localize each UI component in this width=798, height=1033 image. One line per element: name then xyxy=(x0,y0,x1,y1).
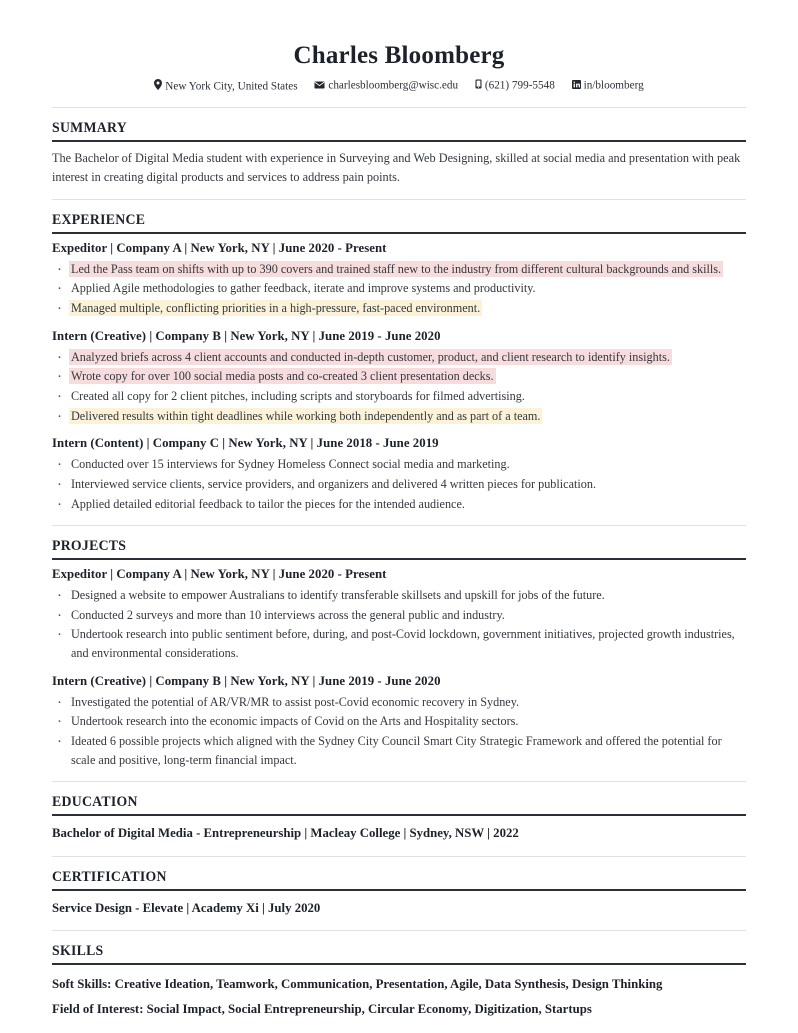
experience-entry-title: Intern (Creative) | Company B | New York, NY | June 2019 - June 2020 xyxy=(52,328,441,343)
bullet-item xyxy=(52,712,746,731)
bullet-item xyxy=(52,279,746,298)
contact-line xyxy=(52,79,746,93)
experience-entry-bullets xyxy=(52,455,746,513)
summary-divider xyxy=(52,199,746,200)
section-projects xyxy=(52,538,746,769)
contact-location-text: New York City, United States xyxy=(165,79,298,92)
skills-line: Field of Interest: Social Impact, Social Entrepreneurship, Circular Economy, Digitization, Startups xyxy=(52,1002,592,1017)
bullet-text: Led the Pass team on shifts with up to 390 covers and trained staff new to the industry from different cultural backgrounds and skills. xyxy=(71,261,722,276)
candidate-name: Charles Bloomberg xyxy=(293,42,505,69)
bullet-text: Interviewed service clients, service providers, and organizers and delivered 4 written pieces for publication. xyxy=(71,476,596,491)
mobile-phone-icon xyxy=(475,79,482,92)
contact-linkedin-text: in/bloomberg xyxy=(583,79,644,92)
bullet-text: Ideated 6 possible projects which aligned with the Sydney City Council Smart City Strategic Framework and offered the potential for scale and positive, long-term financial impact. xyxy=(71,734,722,767)
bullet-item xyxy=(52,693,746,712)
skills-line: Soft Skills: Creative Ideation, Teamwork, Communication, Presentation, Agile, Data Synthesis, Design Thinking xyxy=(52,977,663,992)
envelope-icon xyxy=(314,80,325,92)
header-divider xyxy=(52,107,746,108)
section-rule-skills xyxy=(52,963,746,965)
section-rule-experience xyxy=(52,232,746,234)
section-title-experience: EXPERIENCE xyxy=(52,211,146,228)
projects-divider xyxy=(52,781,746,782)
projects-entry-bullets xyxy=(52,693,746,770)
section-rule-certification xyxy=(52,889,746,891)
bullet-item xyxy=(52,586,746,605)
bullet-text: Investigated the potential of AR/VR/MR to assist post-Covid economic recovery in Sydney. xyxy=(71,694,520,709)
resume-header xyxy=(52,42,746,93)
section-title-summary: SUMMARY xyxy=(52,119,127,136)
linkedin-icon xyxy=(572,80,581,92)
contact-email[interactable] xyxy=(314,79,458,92)
section-title-projects: PROJECTS xyxy=(52,538,127,555)
bullet-text: Wrote copy for over 100 social media posts and co-created 3 client presentation decks. xyxy=(71,369,494,384)
section-title-skills: SKILLS xyxy=(52,943,104,960)
bullet-item xyxy=(52,455,746,474)
certification-divider xyxy=(52,930,746,931)
bullet-item xyxy=(52,260,746,279)
section-rule-projects xyxy=(52,558,746,560)
projects-entry-bullets xyxy=(52,586,746,663)
bullet-text: Conducted 2 surveys and more than 10 interviews across the general public and industry. xyxy=(71,607,505,622)
bullet-text: Undertook research into the economic impacts of Covid on the Arts and Hospitality sectors. xyxy=(71,714,519,729)
experience-entry-bullets xyxy=(52,260,746,318)
bullet-text: Designed a website to empower Australians to identify transferable skillsets and upskill for jobs of the future. xyxy=(71,588,605,603)
bullet-item xyxy=(52,475,746,494)
bullet-item xyxy=(52,625,746,662)
bullet-text: Applied Agile methodologies to gather feedback, iterate and improve systems and productivity. xyxy=(71,281,536,296)
bullet-item xyxy=(52,732,746,769)
experience-entry-bullets xyxy=(52,348,746,426)
experience-entry-title: Intern (Content) | Company C | New York, NY | June 2018 - June 2019 xyxy=(52,436,439,451)
bullet-item xyxy=(52,606,746,625)
experience-entries xyxy=(52,241,746,514)
bullet-text: Created all copy for 2 client pitches, including scripts and storyboards for filmed advertising. xyxy=(71,388,525,403)
summary-text: The Bachelor of Digital Media student with experience in Surveying and Web Designing, skilled at social media and presentation with peak interest in creating digital products and services to address pain points. xyxy=(52,150,741,184)
contact-location xyxy=(154,79,297,93)
section-title-education: EDUCATION xyxy=(52,794,138,811)
experience-entry xyxy=(52,241,746,318)
bullet-item xyxy=(52,348,746,367)
bullet-text: Delivered results within tight deadlines while working both independently and as part of a team. xyxy=(71,408,541,423)
experience-entry xyxy=(52,436,746,513)
projects-entry xyxy=(52,674,746,770)
contact-email-text: charlesbloomberg@wisc.edu xyxy=(328,79,459,92)
experience-entry xyxy=(52,329,746,426)
certification-line: Service Design - Elevate | Academy Xi | July 2020 xyxy=(52,900,321,915)
skills-lines xyxy=(52,972,746,1022)
section-summary xyxy=(52,120,746,187)
bullet-text: Analyzed briefs across 4 client accounts and conducted in-depth customer, product, and client research to identify insights. xyxy=(71,349,670,364)
section-rule-education xyxy=(52,814,746,816)
bullet-text: Managed multiple, conflicting priorities in a high-pressure, fast-paced environment. xyxy=(71,300,481,315)
contact-linkedin[interactable] xyxy=(572,79,644,92)
bullet-item xyxy=(52,299,746,318)
contact-phone-text: (621) 799-5548 xyxy=(484,79,555,92)
section-education xyxy=(52,794,746,843)
section-certification xyxy=(52,869,746,918)
projects-entry xyxy=(52,567,746,663)
bullet-item xyxy=(52,495,746,514)
section-title-certification: CERTIFICATION xyxy=(52,868,167,885)
section-skills xyxy=(52,943,746,1022)
section-experience xyxy=(52,212,746,514)
bullet-text: Conducted over 15 interviews for Sydney Homeless Connect social media and marketing. xyxy=(71,457,510,472)
experience-divider xyxy=(52,525,746,526)
bullet-text: Applied detailed editorial feedback to tailor the pieces for the intended audience. xyxy=(71,496,465,511)
section-rule-summary xyxy=(52,140,746,142)
education-divider xyxy=(52,856,746,857)
projects-entries xyxy=(52,567,746,769)
location-pin-icon xyxy=(154,79,162,93)
bullet-item xyxy=(52,387,746,406)
bullet-item xyxy=(52,407,746,426)
experience-entry-title: Expeditor | Company A | New York, NY | June 2020 - Present xyxy=(52,240,387,255)
contact-phone[interactable] xyxy=(475,79,555,92)
projects-entry-title: Expeditor | Company A | New York, NY | June 2020 - Present xyxy=(52,567,387,582)
bullet-item xyxy=(52,367,746,386)
bullet-text: Undertook research into public sentiment before, during, and post-Covid lockdown, government initiatives, projected growth industries, and environmental considerations. xyxy=(71,627,735,661)
projects-entry-title: Intern (Creative) | Company B | New York, NY | June 2019 - June 2020 xyxy=(52,673,441,688)
education-line: Bachelor of Digital Media - Entrepreneurship | Macleay College | Sydney, NSW | 2022 xyxy=(52,826,519,841)
